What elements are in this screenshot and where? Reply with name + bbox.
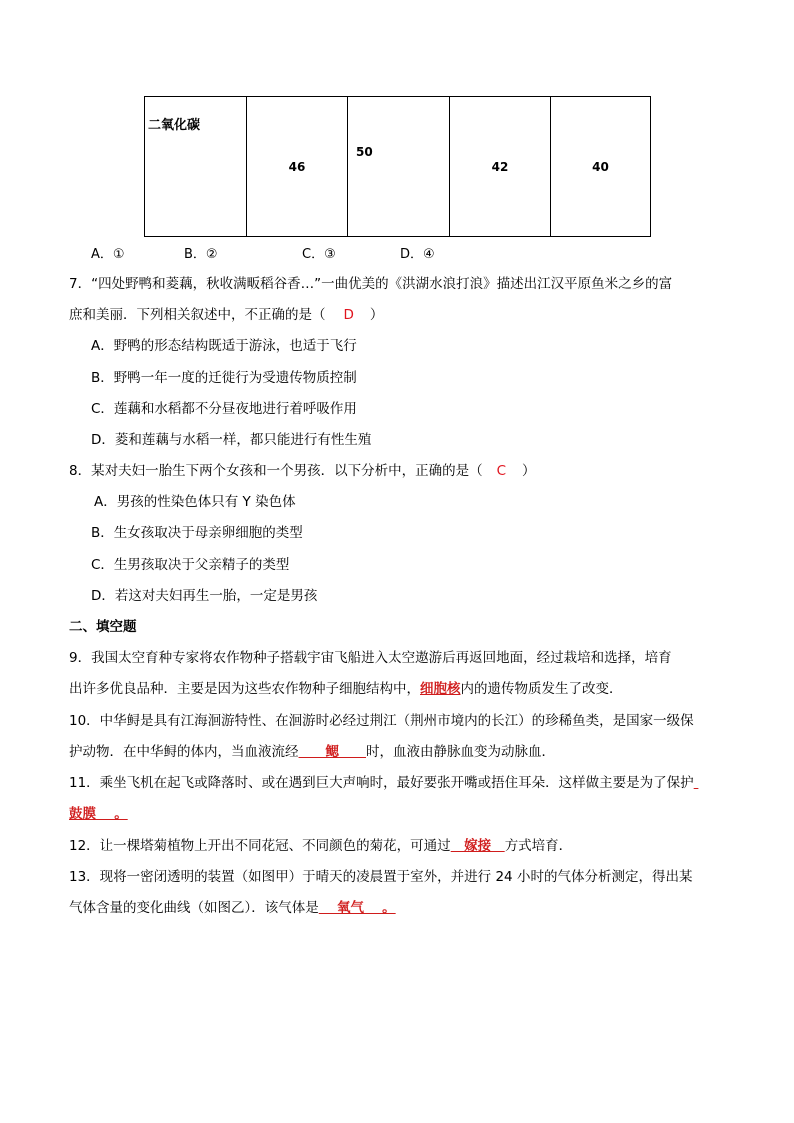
q6-option-d: D．④ (400, 247, 435, 262)
q8-stem-line (69, 461, 536, 481)
q12-stem: 12．让一棵塔菊植物上开出不同花冠、不同颜色的菊花，可通过 (69, 838, 451, 854)
q11-answer: 鼓膜 。 (69, 806, 128, 822)
table-row-label-cell (145, 97, 247, 237)
q9-stem: 出许多优良品种．主要是因为这些农作物种子细胞结构中， (69, 681, 420, 697)
q10-line2 (69, 742, 555, 762)
q7-option-c: C．莲藕和水稻都不分昼夜地进行着呼吸作用 (91, 401, 357, 417)
q6-option-b: B．② (184, 247, 218, 262)
table-row-label: 二氧化碳 (148, 118, 201, 133)
q11-stem: 11．乘坐飞机在起飞或降落时、或在遇到巨大声响时，最好要张开嘴或捂住耳朵．这样做主要是为了保护 (69, 775, 694, 791)
q9-stem-end: 内的遗传物质发生了改变． (460, 681, 623, 697)
section-heading: 二、填空题 (69, 619, 137, 635)
q9-line2 (69, 679, 623, 699)
q6-option-a: A．① (91, 247, 125, 262)
q9-line1: 9．我国太空育种专家将农作物种子搭载宇宙飞船进入太空遨游后再返回地面，经过栽培和选择，培育 (69, 650, 672, 666)
q7-line1: 7．“四处野鸭和菱藕，秋收满畈稻谷香…”一曲优美的《洪湖水浪打浪》描述出江汉平原鱼米之乡的富 (69, 276, 673, 292)
q8-stem: 8．某对夫妇一胎生下两个女孩和一个男孩．以下分析中，正确的是（ (69, 463, 483, 479)
q8-option-d: D．若这对夫妇再生一胎，一定是男孩 (91, 588, 318, 604)
q11-blank-start (694, 775, 699, 791)
q12-line (69, 836, 572, 856)
q13-line1: 13．现将一密闭透明的装置（如图甲）于晴天的凌晨置于室外，并进行 24 小时的气体分析测定，得出某 (69, 869, 693, 885)
table-cell: 50 (356, 145, 373, 159)
q10-answer: 鳃 (298, 744, 366, 760)
q8-option-b: B．生女孩取决于母亲卵细胞的类型 (91, 525, 303, 541)
q8-close-paren: ） (522, 463, 536, 479)
q7-line2 (69, 305, 383, 325)
q7-answer: D (343, 307, 354, 323)
q7-close-paren: ） (369, 307, 384, 323)
q13-line2 (69, 898, 396, 918)
q6-option-c: C．③ (302, 247, 336, 262)
q7-option-a: A．野鸭的形态结构既适于游泳，也适于飞行 (91, 338, 357, 354)
table-cell-wrap (348, 97, 450, 237)
q11-line2 (69, 804, 128, 824)
table-cell: 40 (551, 97, 651, 237)
q8-answer: C (496, 463, 507, 479)
q11-line1 (69, 773, 698, 793)
q7-stem: 庶和美丽．下列相关叙述中，不正确的是（ (69, 307, 326, 323)
q13-stem: 气体含量的变化曲线（如图乙）．该气体是 (69, 900, 319, 916)
q7-option-d: D．菱和莲藕与水稻一样，都只能进行有性生殖 (91, 432, 372, 448)
q10-line1: 10．中华鲟是具有江海洄游特性、在洄游时必经过荆江（荆州市境内的长江）的珍稀鱼类，是国家一级保 (69, 713, 694, 729)
q10-stem: 护动物．在中华鲟的体内，当血液流经 (69, 744, 299, 760)
q10-stem-end: 时，血液由静脉血变为动脉血． (366, 744, 555, 760)
q12-answer: 嫁接 (450, 838, 505, 854)
table-cell: 42 (450, 97, 551, 237)
q9-answer: 细胞核 (420, 681, 461, 697)
gas-data-table (144, 96, 651, 237)
q7-option-b: B．野鸭一年一度的迁徙行为受遗传物质控制 (91, 370, 357, 386)
q8-option-a: A．男孩的性染色体只有 Y 染色体 (94, 494, 296, 510)
q13-answer: 氧气 。 (318, 900, 396, 916)
q12-stem-end: 方式培育． (504, 838, 573, 854)
q8-option-c: C．生男孩取决于父亲精子的类型 (91, 557, 290, 573)
table-cell: 46 (247, 97, 348, 237)
